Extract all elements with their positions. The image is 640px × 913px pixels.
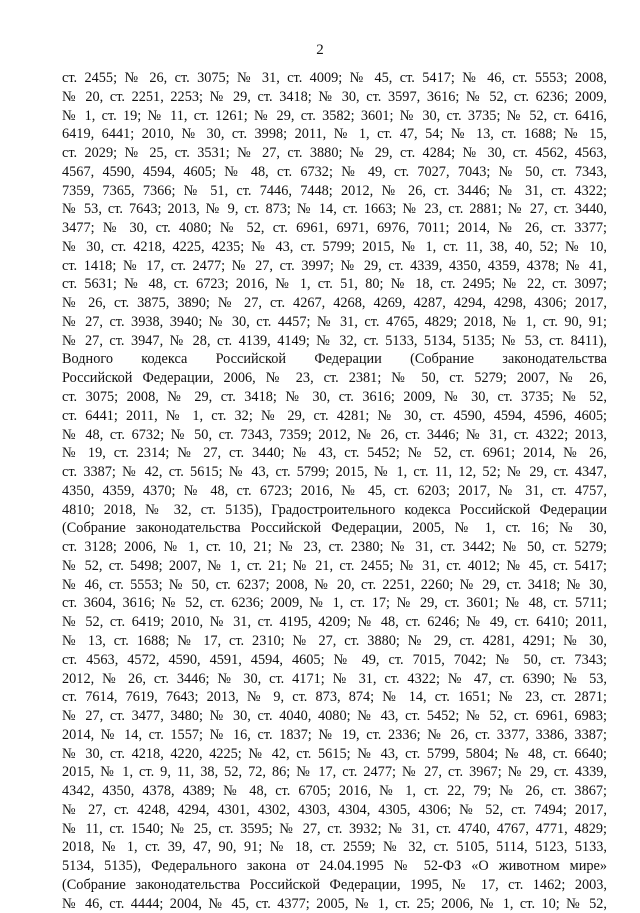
text-line: 3477; № 30, ст. 4080; № 52, ст. 6961, 6971, 6976, 7011; 2014, № 26, ст. 3377; — [62, 220, 607, 237]
text-line: № 26, ст. 3875, 3890; № 27, ст. 4267, 4268, 4269, 4287, 4294, 4298, 4306; 2017, — [62, 295, 607, 312]
text-line: № 30, ст. 4218, 4220, 4225; № 42, ст. 5615; № 43, ст. 5799, 5804; № 48, ст. 6640; — [62, 745, 607, 762]
text-line: 4342, 4350, 4378, 4389; № 48, ст. 6705; 2016, № 1, ст. 22, 79; № 26, ст. 3867; — [62, 783, 607, 800]
text-line: Российской Федерации, 2006, № 23, ст. 2381; № 50, ст. 5279; 2007, № 26, — [62, 370, 607, 387]
text-line: № 53, ст. 7643; 2013, № 9, ст. 873; № 14, ст. 1663; № 23, ст. 2881; № 27, ст. 3440, — [62, 201, 607, 218]
text-line: ст. 5631; № 48, ст. 6723; 2016, № 1, ст. 51, 80; № 18, ст. 2495; № 22, ст. 3097; — [62, 276, 607, 293]
text-line: 2015, № 1, ст. 9, 11, 38, 52, 72, 86; № 17, ст. 2477; № 27, ст. 3967; № 29, ст. 4339, — [62, 764, 607, 781]
text-line: 5134, 5135), Федерального закона от 24.04.1995 № 52-ФЗ «О животном мире» — [62, 858, 607, 875]
text-line: ст. 3128; 2006, № 1, ст. 10, 21; № 23, ст. 2380; № 31, ст. 3442; № 50, ст. 5279; — [62, 539, 607, 556]
text-line: (Собрание законодательства Российской Федерации, 2005, № 1, ст. 16; № 30, — [62, 520, 607, 537]
text-line: № 27, ст. 3938, 3940; № 30, ст. 4457; № 31, ст. 4765, 4829; 2018, № 1, ст. 90, 91; — [62, 313, 607, 330]
text-line: Водного кодекса Российской Федерации (Собрание законодательства — [62, 351, 607, 368]
text-line: № 27, ст. 4248, 4294, 4301, 4302, 4303, 4304, 4305, 4306; № 52, ст. 7494; 2017, — [62, 801, 607, 818]
text-line: ст. 4563, 4572, 4590, 4591, 4594, 4605; № 49, ст. 7015, 7042; № 50, ст. 7343; — [62, 651, 607, 668]
text-line: ст. 3075; 2008, № 29, ст. 3418; № 30, ст. 3616; 2009, № 30, ст. 3735; № 52, — [62, 389, 607, 406]
text-line: № 46, ст. 5553; № 50, ст. 6237; 2008, № 20, ст. 2251, 2260; № 29, ст. 3418; № 30, — [62, 576, 607, 593]
text-line: (Собрание законодательства Российской Федерации, 1995, № 17, ст. 1462; 2003, — [62, 876, 607, 893]
text-line: ст. 6441; 2011, № 1, ст. 32; № 29, ст. 4281; № 30, ст. 4590, 4594, 4596, 4605; — [62, 407, 607, 424]
text-line: ст. 7614, 7619, 7643; 2013, № 9, ст. 873, 874; № 14, ст. 1651; № 23, ст. 2871; — [62, 689, 607, 706]
text-line: 4810; 2018, № 32, ст. 5135), Градостроительного кодекса Российской Федерации — [62, 501, 607, 518]
text-line: № 52, ст. 5498; 2007, № 1, ст. 21; № 21, ст. 2455; № 31, ст. 4012; № 45, ст. 5417; — [62, 557, 607, 574]
text-line: 2012, № 26, ст. 3446; № 30, ст. 4171; № 31, ст. 4322; № 47, ст. 6390; № 53, — [62, 670, 607, 687]
text-line: 2014, № 14, ст. 1557; № 16, ст. 1837; № 19, ст. 2336; № 26, ст. 3377, 3386, 3387; — [62, 726, 607, 743]
text-line: № 48, ст. 6732; № 50, ст. 7343, 7359; 2012, № 26, ст. 3446; № 31, ст. 4322; 2013, — [62, 426, 607, 443]
text-line: ст. 3604, 3616; № 52, ст. 6236; 2009, № 1, ст. 17; № 29, ст. 3601; № 48, ст. 5711; — [62, 595, 607, 612]
text-line: № 27, ст. 3477, 3480; № 30, ст. 4040, 4080; № 43, ст. 5452; № 52, ст. 6961, 6983; — [62, 708, 607, 725]
text-line: № 46, ст. 4444; 2004, № 45, ст. 4377; 2005, № 1, ст. 25; 2006, № 1, ст. 10; № 52, — [62, 895, 607, 912]
page-number: 2 — [316, 42, 324, 58]
text-line: 2018, № 1, ст. 39, 47, 90, 91; № 18, ст. 2559; № 32, ст. 5105, 5114, 5123, 5133, — [62, 839, 607, 856]
text-line: ст. 3387; № 42, ст. 5615; № 43, ст. 5799; 2015, № 1, ст. 11, 12, 52; № 29, ст. 4347, — [62, 464, 607, 481]
text-line: № 1, ст. 19; № 11, ст. 1261; № 29, ст. 3582; 3601; № 30, ст. 3735; № 52, ст. 6416, — [62, 107, 607, 124]
text-line: № 27, ст. 3947, № 28, ст. 4139, 4149; № 32, ст. 5133, 5134, 5135; № 53, ст. 8411), — [62, 332, 607, 349]
text-line: № 13, ст. 1688; № 17, ст. 2310; № 27, ст. 3880; № 29, ст. 4281, 4291; № 30, — [62, 632, 607, 649]
text-line: ст. 1418; № 17, ст. 2477; № 27, ст. 3997; № 29, ст. 4339, 4350, 4359, 4378; № 41, — [62, 257, 607, 274]
text-line: 6419, 6441; 2010, № 30, ст. 3998; 2011, № 1, ст. 47, 54; № 13, ст. 1688; № 15, — [62, 126, 607, 143]
text-line: ст. 2455; № 26, ст. 3075; № 31, ст. 4009; № 45, ст. 5417; № 46, ст. 5553; 2008, — [62, 70, 607, 86]
text-line: № 52, ст. 6419; 2010, № 31, ст. 4195, 4209; № 48, ст. 6246; № 49, ст. 6410; 2011, — [62, 614, 607, 631]
text-line: 4567, 4590, 4594, 4605; № 48, ст. 6732; № 49, ст. 7027, 7043; № 50, ст. 7343, — [62, 163, 607, 180]
text-line: 4350, 4359, 4370; № 48, ст. 6723; 2016, № 45, ст. 6203; 2017, № 31, ст. 4757, — [62, 482, 607, 499]
text-line: № 30, ст. 4218, 4225, 4235; № 43, ст. 5799; 2015, № 1, ст. 11, 38, 40, 52; № 10, — [62, 238, 607, 255]
text-line: 7359, 7365, 7366; № 51, ст. 7446, 7448; 2012, № 26, ст. 3446; № 31, ст. 4322; — [62, 182, 607, 199]
text-line: № 19, ст. 2314; № 27, ст. 3440; № 43, ст. 5452; № 52, ст. 6961; 2014, № 26, — [62, 445, 607, 462]
text-line: ст. 2029; № 25, ст. 3531; № 27, ст. 3880; № 29, ст. 4284; № 30, ст. 4562, 4563, — [62, 145, 607, 162]
text-line: № 11, ст. 1540; № 25, ст. 3595; № 27, ст. 3932; № 31, ст. 4740, 4767, 4771, 4829; — [62, 820, 607, 837]
text-line: № 20, ст. 2251, 2253; № 29, ст. 3418; № 30, ст. 3597, 3616; № 52, ст. 6236; 2009, — [62, 88, 607, 105]
body-paragraph — [62, 69, 607, 913]
